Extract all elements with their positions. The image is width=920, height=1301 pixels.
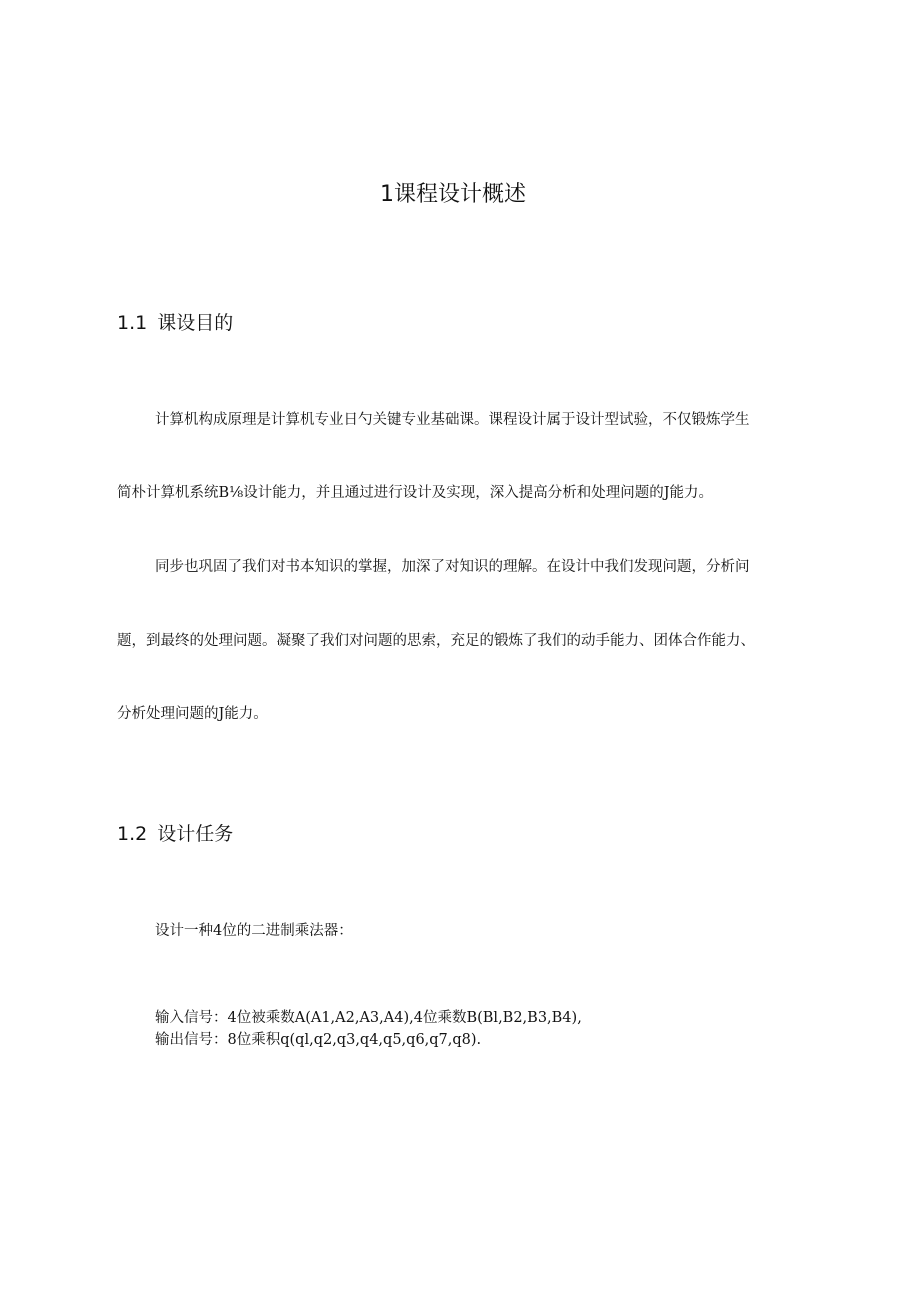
task-description-line: 设计一种4位的二进制乘法器： xyxy=(155,923,353,939)
section-number: 1.2 xyxy=(117,823,148,845)
paragraph-line: 计算机构成原理是计算机专业日勺关键专业基础课。课程设计属于设计型试验，不仅锻炼学生 xyxy=(155,412,750,428)
section-heading-purpose xyxy=(117,309,233,337)
section-title-text: 课设目的 xyxy=(157,312,234,334)
paragraph-line: 同步也巩固了我们对书本知识的掌握，加深了对知识的理解。在设计中我们发现问题，分析问 xyxy=(155,559,750,575)
chapter-title: 1课程设计概述 xyxy=(380,182,526,207)
section-heading-task xyxy=(117,820,233,848)
paragraph-line: 分析处理问题的J能力。 xyxy=(117,706,268,722)
output-signal-line: 输出信号：8位乘积q(ql,q2,q3,q4,q5,q6,q7,q8). xyxy=(155,1032,482,1048)
paragraph-line: 题，到最终的处理问题。凝聚了我们对问题的思索，充足的锻炼了我们的动手能力、团体合作能力、 xyxy=(117,633,755,649)
paragraph-line: 简朴计算机系统B⅛设计能力，并且通过进行设计及实现，深入提高分析和处理问题的J能力。 xyxy=(117,485,714,501)
section-number: 1.1 xyxy=(117,312,148,334)
section-title-text: 设计任务 xyxy=(157,823,234,845)
input-signal-line: 输入信号：4位被乘数A(A1,A2,A3,A4),4位乘数B(Bl,B2,B3,B4), xyxy=(155,1010,582,1026)
